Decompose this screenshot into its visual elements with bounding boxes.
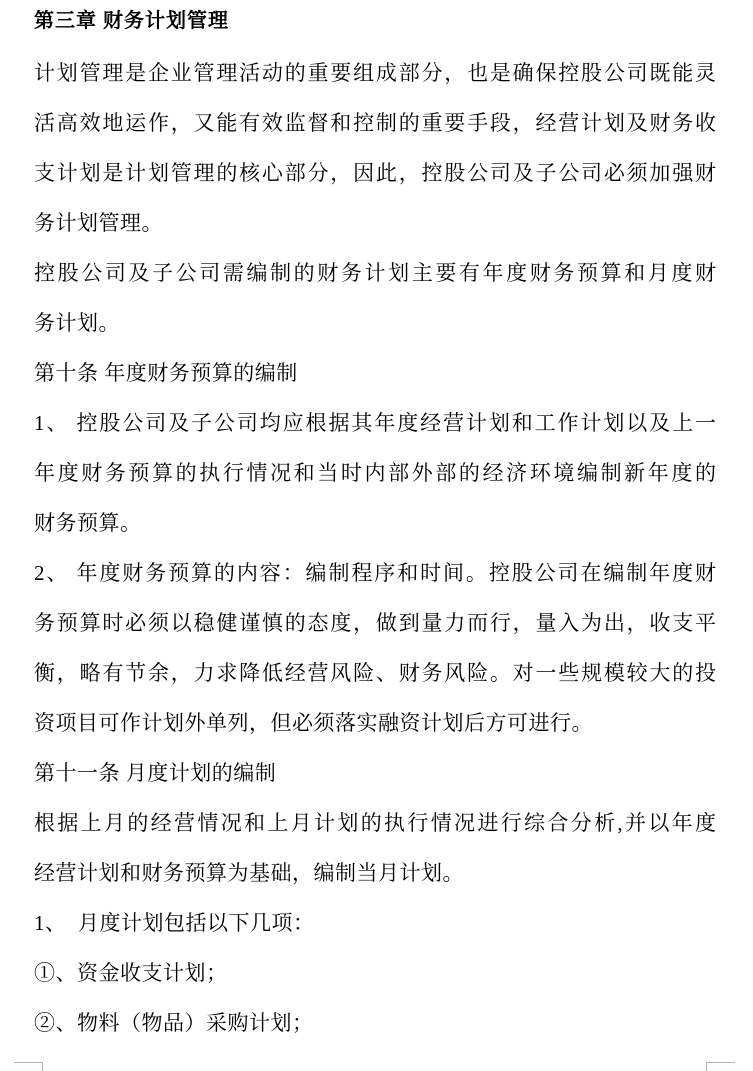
text-line: 支计划是计划管理的核心部分，因此，控股公司及子公司必须加强财 — [34, 161, 716, 185]
text-line: 务计划。 — [34, 311, 120, 335]
text-line: 第十条 年度财务预算的编制 — [34, 361, 298, 385]
text-line: 根据上月的经营情况和上月计划的执行情况进行综合分析,并以年度 — [34, 811, 716, 835]
text-line: 资项目可作计划外单列，但必须落实融资计划后方可进行。 — [34, 711, 593, 735]
text-line: 活高效地运作，又能有效监督和控制的重要手段，经营计划及财务收 — [34, 111, 716, 135]
text-line: 1、 月度计划包括以下几项： — [34, 911, 315, 935]
text-line: 务预算时必须以稳健谨慎的态度，做到量力而行，量入为出，收支平 — [34, 611, 716, 635]
text-line: ①、资金收支计划； — [34, 961, 228, 985]
text-line: 衡，略有节余，力求降低经营风险、财务风险。对一些规模较大的投 — [34, 661, 716, 685]
text-line: 年度财务预算的执行情况和当时内部外部的经济环境编制新年度的 — [34, 461, 716, 485]
text-line: 1、 控股公司及子公司均应根据其年度经营计划和工作计划以及上一 — [34, 411, 716, 435]
text-line: 务计划管理。 — [34, 211, 163, 235]
document-title: 第三章 财务计划管理 — [34, 10, 229, 32]
text-line: 2、 年度财务预算的内容：编制程序和时间。控股公司在编制年度财 — [34, 561, 716, 585]
text-line: 第十一条 月度计划的编制 — [34, 761, 277, 785]
next-page-crop-mark-right — [706, 1062, 735, 1071]
text-line: 计划管理是企业管理活动的重要组成部分，也是确保控股公司既能灵 — [34, 61, 716, 85]
text-line: 财务预算。 — [34, 511, 142, 535]
text-line: ②、物料（物品）采购计划； — [34, 1011, 314, 1035]
text-line: 控股公司及子公司需编制的财务计划主要有年度财务预算和月度财 — [34, 261, 716, 285]
next-page-crop-mark-left — [14, 1062, 43, 1071]
text-line: 经营计划和财务预算为基础，编制当月计划。 — [34, 861, 464, 885]
